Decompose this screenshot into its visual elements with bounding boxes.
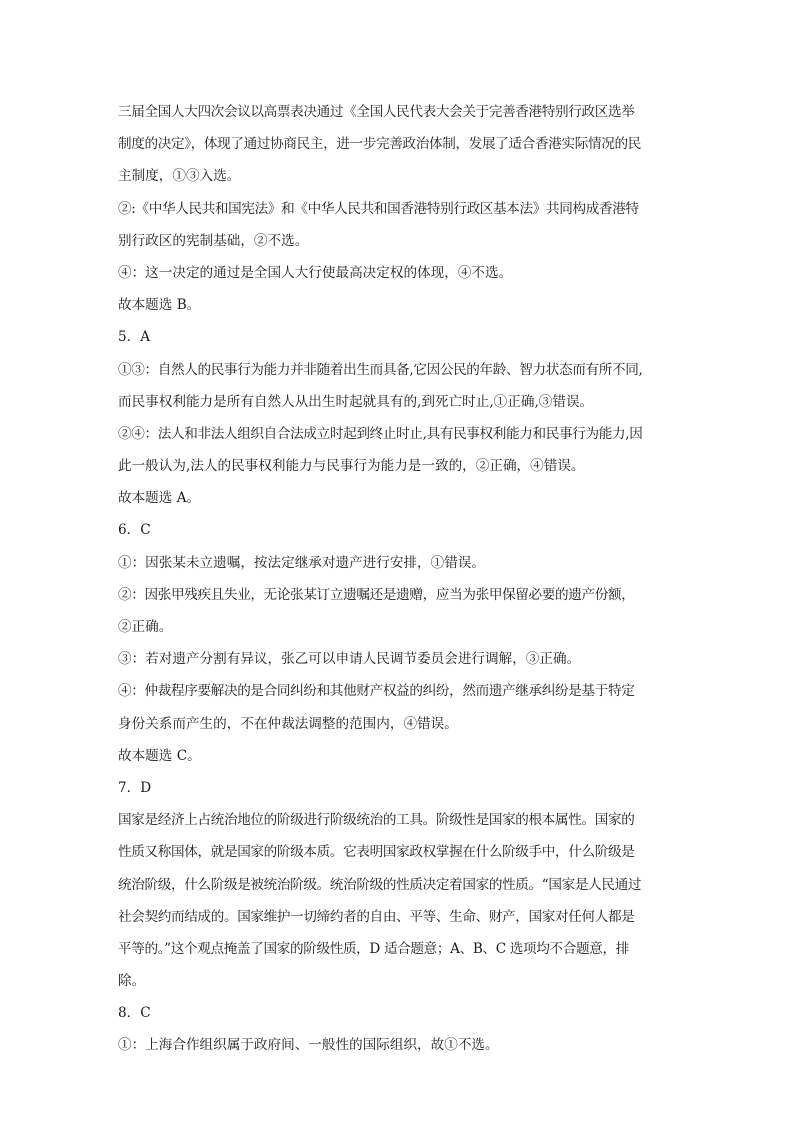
text-line: ②④：法人和非法人组织自合法成立时起到终止时止,具有民事权利能力和民事行为能力,因	[118, 425, 643, 442]
text-line: 三届全国人大四次会议以高票表决通过《全国人民代表大会关于完善香港特别行政区选举	[118, 104, 635, 120]
text-line: ②正确。	[118, 619, 173, 635]
text-line: 性质又称国体，就是国家的阶级本质。它表明国家政权掌握在什么阶级手中，什么阶级是	[118, 844, 635, 861]
text-line: ③：若对遗产分割有异议，张乙可以申请人民调节委员会进行调解，③正确。	[118, 651, 581, 668]
text-line: 社会契约而结成的。国家维护一切缔约者的自由、平等、生命、财产，国家对任何人都是	[118, 908, 635, 925]
text-line: ④：仲裁程序要解决的是合同纠纷和其他财产权益的纠纷，然而遗产继承纠纷是基于特定	[118, 683, 635, 700]
answer-text-body	[118, 96, 684, 1062]
text-line: 统治阶级，什么阶级是被统治阶级。统治阶级的性质决定着国家的性质。“国家是人民通过	[118, 876, 642, 893]
conclusion-line: 故本题选 A。	[118, 490, 201, 507]
text-line: ①：上海合作组织属于政府间、一般性的国际组织，故①不选。	[118, 1037, 499, 1054]
text-line: ④：这一决定的通过是全国人大行使最高决定权的体现，④不选。	[118, 264, 513, 281]
conclusion-line: 故本题选 C。	[118, 747, 201, 764]
question-answer-heading: 5．A	[118, 329, 151, 346]
question-answer-heading: 6．C	[118, 522, 151, 539]
text-line: 除。	[118, 973, 146, 990]
text-line: ①：因张某未立遗嘱，按法定继承对遗产进行安排，①错误。	[118, 554, 486, 571]
text-line: 别行政区的宪制基础，②不选。	[118, 232, 309, 249]
text-line: ②：因张甲残疾且失业，无论张某订立遗嘱还是遗赠，应当为张甲保留必要的遗产份额，	[118, 586, 635, 603]
question-answer-heading: 8．C	[118, 1005, 151, 1022]
conclusion-line: 故本题选 B。	[118, 297, 201, 314]
text-line: 此一般认为,法人的民事权利能力与民事行为能力是一致的，②正确，④错误。	[118, 458, 585, 475]
question-answer-heading: 7．D	[118, 779, 152, 796]
text-line: 国家是经济上占统治地位的阶级进行阶级统治的工具。阶级性是国家的根本属性。国家的	[118, 812, 635, 829]
text-line: 而民事权利能力是所有自然人从出生时起就具有的,到死亡时止,①正确,③错误。	[118, 393, 594, 410]
text-line: 平等的。”这个观点掩盖了国家的阶级性质，D 适合题意；A、B、C 选项均不合题意，排	[118, 940, 629, 957]
text-line: 主制度，①③入选。	[118, 168, 241, 185]
text-line: 制度的决定》，体现了通过协商民主，进一步完善政治体制，发展了适合香港实际情况的民	[118, 136, 641, 153]
text-line: ①③：自然人的民事行为能力并非随着出生而具备,它因公民的年龄、智力状态而有所不同,	[118, 361, 643, 378]
text-line: ②:《中华人民共和国宪法》和《中华人民共和国香港特别行政区基本法》共同构成香港特	[118, 200, 639, 217]
text-line: 身份关系而产生的，不在仲裁法调整的范围内，④错误。	[118, 715, 458, 732]
